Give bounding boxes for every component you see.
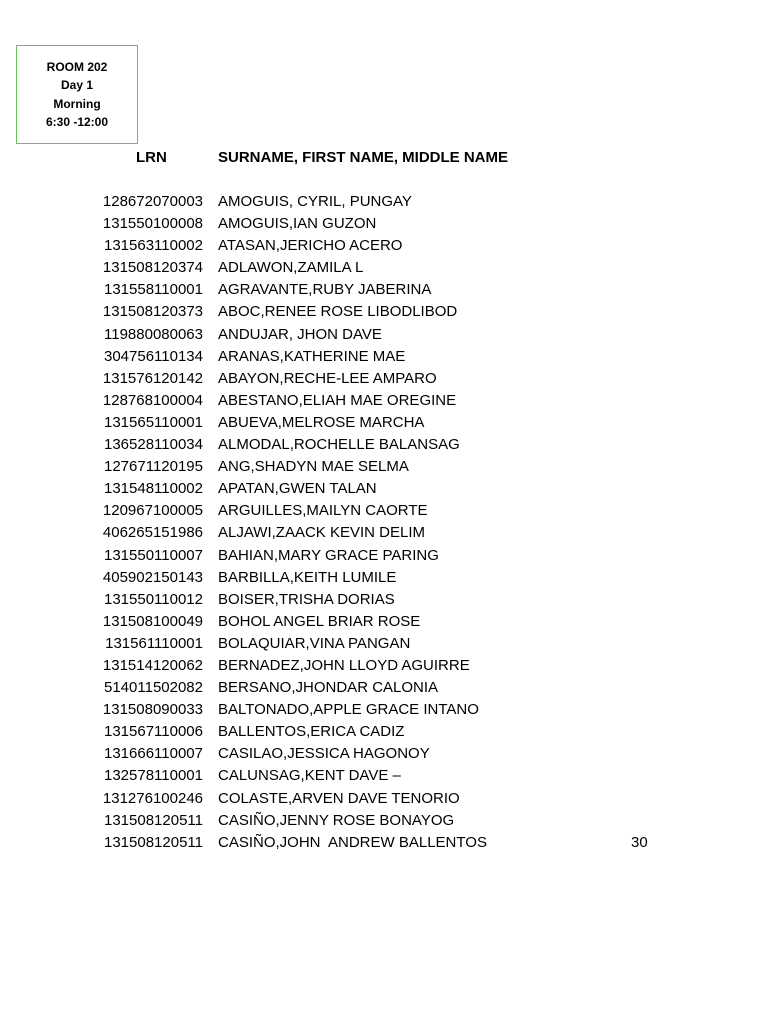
student-name: CALUNSAG,KENT DAVE – [218, 767, 401, 785]
student-name: ABAYON,RECHE-LEE AMPARO [218, 369, 437, 387]
room-info-box [16, 45, 138, 144]
student-lrn: 131561110001 [105, 634, 203, 652]
student-name: ARGUILLES,MAILYN CAORTE [218, 502, 428, 520]
student-name: CASIÑO,JOHN ANDREW BALLENTOS [218, 833, 487, 851]
table-row [0, 633, 768, 655]
student-lrn: 119880080063 [104, 325, 203, 343]
student-lrn: 131508090033 [102, 701, 203, 719]
student-lrn: 131550110007 [104, 546, 203, 564]
student-roster [0, 191, 768, 854]
student-lrn: 131508120373 [102, 303, 203, 321]
table-row [0, 788, 768, 810]
student-lrn: 136528110034 [104, 436, 203, 454]
student-lrn: 405902150143 [102, 568, 203, 586]
student-lrn: 131550110012 [104, 590, 203, 608]
table-row [0, 545, 768, 567]
student-lrn: 131666110007 [104, 745, 203, 763]
student-lrn: 131508120374 [102, 259, 203, 277]
student-name: BOLAQUIAR,VINA PANGAN [218, 634, 411, 652]
student-lrn: 132578110001 [104, 767, 203, 785]
table-row [0, 213, 768, 235]
student-lrn: 131508120511 [104, 833, 203, 851]
table-row [0, 522, 768, 544]
student-name: BERSANO,JHONDAR CALONIA [218, 679, 439, 697]
student-name: ADLAWON,ZAMILA L [218, 259, 364, 277]
table-row [0, 257, 768, 279]
room-label: ROOM 202 [46, 59, 108, 74]
student-lrn: 131508120511 [104, 811, 203, 829]
student-name: BALLENTOS,ERICA CADIZ [218, 723, 405, 741]
student-name: ABOC,RENEE ROSE LIBODLIBOD [218, 303, 458, 321]
time-label: 6:30 -12:00 [45, 115, 109, 129]
table-row [0, 478, 768, 500]
table-row [0, 368, 768, 390]
day-label: Day 1 [60, 78, 94, 92]
student-name: CASIÑO,JENNY ROSE BONAYOG [218, 811, 455, 829]
table-row [0, 412, 768, 434]
student-lrn: 128768100004 [102, 391, 203, 409]
student-count: 30 [631, 833, 648, 851]
table-row [0, 346, 768, 368]
table-row [0, 456, 768, 478]
student-name: ARANAS,KATHERINE MAE [218, 347, 406, 365]
table-row [0, 655, 768, 677]
student-lrn: 131548110002 [104, 480, 203, 498]
table-row [0, 235, 768, 257]
student-lrn: 131565110001 [104, 413, 203, 431]
student-name: ANG,SHADYN MAE SELMA [218, 458, 409, 476]
table-row [0, 500, 768, 522]
student-name: ALMODAL,ROCHELLE BALANSAG [218, 436, 460, 454]
student-lrn: 131276100246 [102, 789, 203, 807]
student-lrn: 514011502082 [104, 679, 203, 697]
student-name: AGRAVANTE,RUBY JABERINA [218, 281, 432, 299]
table-row [0, 832, 768, 854]
student-lrn: 406265151986 [102, 524, 203, 542]
table-row [0, 677, 768, 699]
lrn-column-header: LRN [136, 149, 167, 166]
student-name: BALTONADO,APPLE GRACE INTANO [218, 701, 479, 719]
table-row [0, 765, 768, 787]
student-lrn: 131514120062 [102, 656, 203, 674]
name-column-header: SURNAME, FIRST NAME, MIDDLE NAME [218, 149, 508, 166]
student-name: BOHOL ANGEL BRIAR ROSE [218, 612, 421, 630]
table-row [0, 611, 768, 633]
student-lrn: 128672070003 [102, 193, 203, 210]
student-name: ABUEVA,MELROSE MARCHA [218, 413, 425, 431]
student-name: BERNADEZ,JOHN LLOYD AGUIRRE [218, 656, 470, 674]
table-row [0, 721, 768, 743]
student-lrn: 131550100008 [102, 215, 203, 233]
student-name: ALJAWI,ZAACK KEVIN DELIM [218, 524, 425, 542]
table-row [0, 699, 768, 721]
table-row [0, 279, 768, 301]
student-name: COLASTE,ARVEN DAVE TENORIO [218, 789, 460, 807]
table-row [0, 810, 768, 832]
student-name: APATAN,GWEN TALAN [218, 480, 377, 498]
student-name: BARBILLA,KEITH LUMILE [218, 568, 397, 586]
student-name: ABESTANO,ELIAH MAE OREGINE [218, 391, 457, 409]
student-lrn: 131558110001 [104, 281, 203, 299]
table-row [0, 434, 768, 456]
session-label: Morning [53, 96, 101, 111]
table-row [0, 191, 768, 213]
table-row [0, 301, 768, 323]
student-lrn: 131576120142 [102, 369, 203, 387]
table-row [0, 567, 768, 589]
table-row [0, 324, 768, 346]
student-lrn: 131563110002 [104, 237, 203, 255]
student-name: AMOGUIS, CYRIL, PUNGAY [218, 193, 412, 210]
student-lrn: 120967100005 [102, 502, 203, 520]
student-lrn: 127671120195 [104, 458, 203, 476]
student-lrn: 304756110134 [104, 347, 203, 365]
student-name: BOISER,TRISHA DORIAS [218, 590, 395, 608]
student-lrn: 131508100049 [102, 612, 203, 630]
student-name: AMOGUIS,IAN GUZON [218, 215, 377, 233]
student-name: ANDUJAR, JHON DAVE [218, 325, 382, 343]
table-row [0, 390, 768, 412]
student-name: BAHIAN,MARY GRACE PARING [218, 546, 439, 564]
table-row [0, 589, 768, 611]
student-lrn: 131567110006 [104, 723, 203, 741]
table-row [0, 743, 768, 765]
student-name: ATASAN,JERICHO ACERO [218, 237, 403, 255]
student-name: CASILAO,JESSICA HAGONOY [218, 745, 430, 763]
